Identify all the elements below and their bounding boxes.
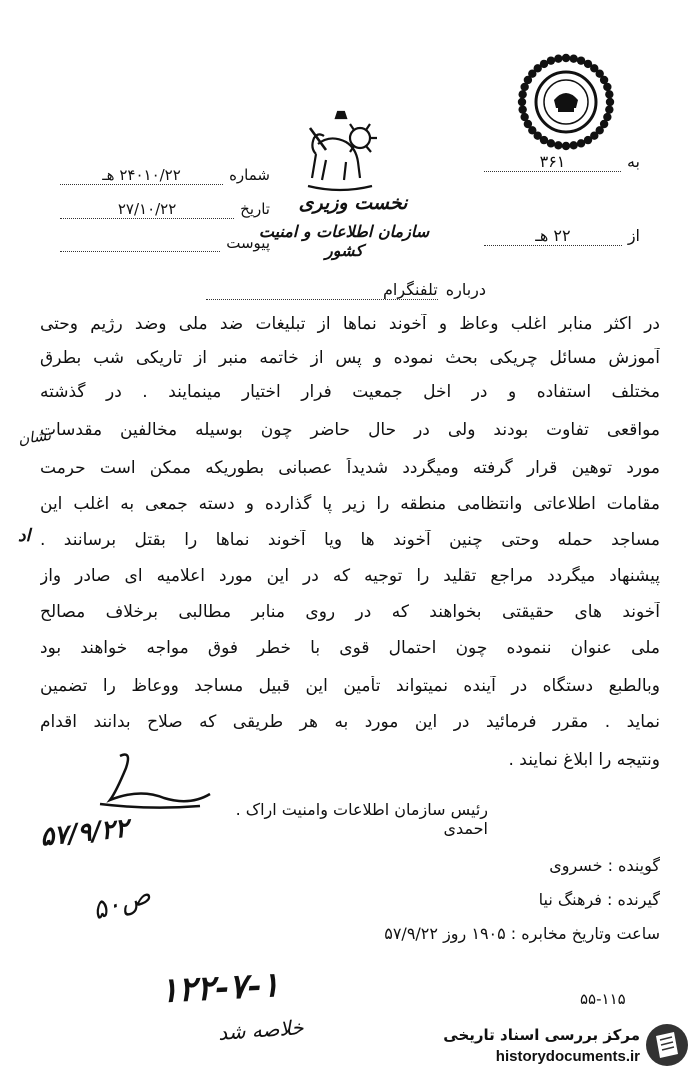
transmission-time: ساعت وتاریخ مخابره : ۱۹۰۵ روز ۵۷/۹/۲۲ (384, 924, 660, 943)
speaker-value: خسروی (549, 856, 603, 875)
signatory-title: رئیس سازمان اطلاعات وامنیت اراک . احمدی (235, 800, 488, 838)
handwritten-number: ۱۲۲-۷-۱ (159, 964, 281, 1012)
watermark-logo-icon (644, 1022, 690, 1068)
watermark-name: مرکز بررسی اسناد تاریخی (443, 1026, 640, 1044)
date-value: ۲۷/۱۰/۲۲ (60, 200, 234, 219)
to-field (484, 152, 640, 172)
number-value: ۲۴۰۱۰/۲۲ هـ (60, 166, 223, 185)
attachment-label: پیوست (226, 234, 270, 252)
body-line: وبالطبع دستگاه در آینده نمیتواند تأمین این قبیل مساجد ووعاظ را تضمین (40, 676, 660, 696)
body-line: مساجد حمله وحتی چنین آخوند ها ویا آخوند نماها را بقتل برسانند . (40, 530, 660, 550)
org-name-secondary: سازمان اطلاعات و امنیت کشور (258, 222, 430, 260)
speaker-field (420, 856, 660, 875)
body-line: در اکثر منابر اغلب وعاظ و آخوند نماها از تبلیغات ضد ملی وضد رژیم وحتی (40, 314, 660, 334)
body-line: نماید . مقرر فرمائید در این مورد به هر طریقی که صلاح بدانند اقدام (40, 712, 660, 732)
speaker-label: گوینده : (607, 856, 660, 875)
body-line: آخوند های حقیقتی بخواهند که در روی منابر مطالبی برخلاف مصالح (40, 602, 660, 622)
body-line: ونتیجه را ابلاغ نمایند . (508, 750, 660, 770)
date-label: تاریخ (240, 200, 270, 218)
to-value: ۳۶۱ (484, 152, 621, 172)
subject-label: درباره (445, 280, 486, 299)
receiver-label: گیرنده : (607, 890, 660, 909)
receiver-value: فرهنگ نیا (538, 890, 602, 909)
body-line: آموزش مسائل چریکی بحث نموده و پس از خاتمه منبر از تاریکی شب بطرق (40, 348, 660, 368)
margin-annotation-lower: اد (18, 526, 31, 546)
body-line: ملی عنوان ننموده چون احتمال قوی با خطر فوق مواجه خواهند بود (40, 638, 660, 658)
handwritten-left-note: ۵۰ص (88, 879, 155, 927)
handwritten-date: ۵۷/۹/۲۲ (38, 813, 131, 853)
body-line: مورد توهین قرار گرفته ومیگردد شدیداً عصبانی بطوریکه ممکن است حرمت (40, 458, 660, 478)
page-reference: ۵۵-۱۱۵ (580, 990, 626, 1008)
body-line: مقامات اطلاعاتی وانتظامی منطقه را زیر پا گذارده و دسته جمعی به اغلب این (40, 494, 660, 514)
receiver-field (420, 890, 660, 909)
circular-seal-icon (508, 50, 624, 154)
number-label: شماره (229, 166, 270, 184)
from-label: از (627, 226, 640, 245)
body-line: پیشنهاد میگردد مراجع تقلید را توجیه که در این مورد اعلامیه ای صادر واز (40, 566, 660, 586)
lion-sun-crown-emblem-icon (300, 108, 384, 194)
from-field (484, 226, 640, 246)
org-name-primary: نخست وزیری (298, 192, 408, 214)
subject-field (206, 280, 486, 300)
attachment-value-line (60, 234, 220, 252)
to-label: به (626, 152, 640, 171)
date-field (60, 200, 270, 219)
body-line: مختلف استفاده و در اخل جمعیت فرار اختیار مینمایند . در گذشته (40, 382, 660, 402)
margin-annotation-upper: تشان (16, 425, 53, 449)
attachment-field (60, 234, 270, 252)
number-field (60, 166, 270, 185)
watermark-site: historydocuments.ir (495, 1048, 640, 1065)
subject-value: تلفنگرام (206, 280, 438, 300)
handwritten-bottom-note: خلاصه شد (217, 1015, 305, 1045)
body-line: مواقعی تفاوت بودند ولی در حال حاضر چون بوسیله مخالفین مقدسات (40, 420, 660, 440)
from-value: ۲۲ هـ (484, 226, 622, 246)
